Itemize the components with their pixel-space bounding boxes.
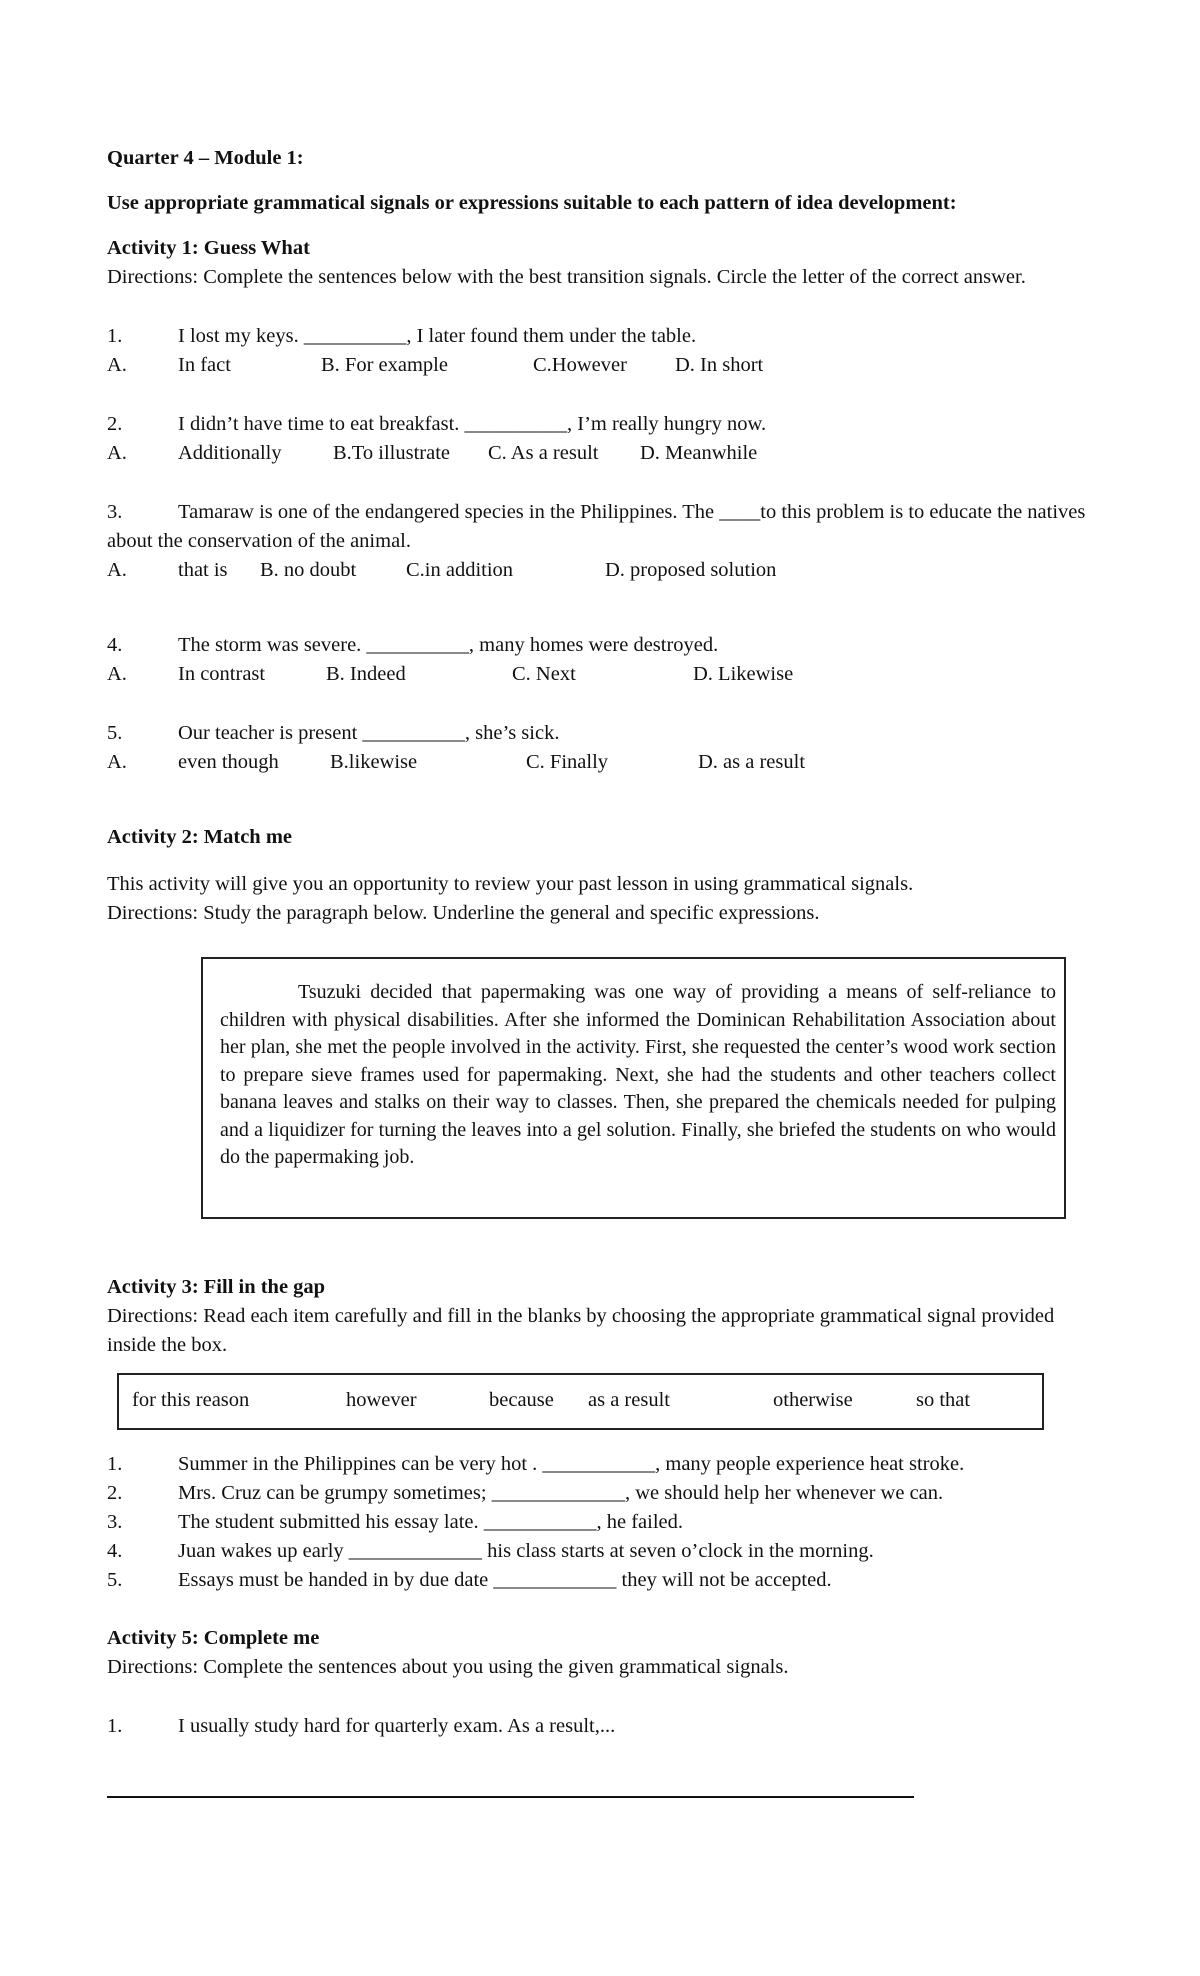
word-bank-item: otherwise bbox=[773, 1389, 853, 1411]
a1-item5-choice-c: C. Finally bbox=[526, 751, 609, 773]
a3-item4-text: Juan wakes up early _____________ his class starts at seven o’clock in the morning. bbox=[178, 1540, 874, 1562]
a1-item1-number: 1. bbox=[107, 325, 123, 347]
a3-item3-number: 3. bbox=[107, 1511, 123, 1533]
a1-item1-choice-b: B. For example bbox=[321, 354, 448, 376]
a1-item4-number: 4. bbox=[107, 634, 123, 656]
module-objective: Use appropriate grammatical signals or expressions suitable to each pattern of idea development: bbox=[107, 192, 957, 214]
activity5-title: Activity 5: Complete me bbox=[107, 1627, 320, 1649]
a1-item5-choice-a: even though bbox=[178, 751, 279, 773]
a1-item3-stem: Tamaraw is one of the endangered species in the Philippines. The ____to this problem is to educate the natives about the conservation of the animal. bbox=[107, 501, 1086, 552]
a1-item4-choice-b: B. Indeed bbox=[326, 663, 406, 685]
activity5-directions: Directions: Complete the sentences about you using the given grammatical signals. bbox=[107, 1656, 789, 1678]
page-title: Quarter 4 – Module 1: bbox=[107, 147, 304, 169]
a1-item5-stem: Our teacher is present __________, she’s sick. bbox=[178, 722, 560, 744]
a1-item1-choice-d: D. In short bbox=[675, 354, 764, 376]
a1-item2-choice-c: C. As a result bbox=[488, 442, 599, 464]
a3-item1-number: 1. bbox=[107, 1453, 123, 1475]
a3-item2-number: 2. bbox=[107, 1482, 123, 1504]
activity1-title: Activity 1: Guess What bbox=[107, 237, 310, 259]
a5-item1-number: 1. bbox=[107, 1715, 123, 1737]
a1-item3-letter-a: A. bbox=[107, 559, 127, 581]
a1-item4-choice-a: In contrast bbox=[178, 663, 266, 685]
a1-item1-choice-a: In fact bbox=[178, 354, 231, 376]
a1-item5-number: 5. bbox=[107, 722, 123, 744]
a1-item2-choice-a: Additionally bbox=[178, 442, 282, 464]
a1-item1-choice-c: C.However bbox=[533, 354, 627, 376]
word-bank-item: for this reason bbox=[132, 1389, 250, 1411]
word-bank-item: however bbox=[346, 1389, 417, 1411]
a3-item3-text: The student submitted his essay late. ___________, he failed. bbox=[178, 1511, 684, 1533]
word-bank-item: so that bbox=[916, 1389, 971, 1411]
activity2-title: Activity 2: Match me bbox=[107, 826, 293, 848]
a3-item5-number: 5. bbox=[107, 1569, 123, 1591]
a1-item4-letter-a: A. bbox=[107, 663, 127, 685]
answer-line[interactable] bbox=[107, 1796, 914, 1798]
a1-item2-choice-d: D. Meanwhile bbox=[640, 442, 758, 464]
activity2-intro: This activity will give you an opportunity to review your past lesson in using grammatical signals. bbox=[107, 873, 914, 895]
a3-item2-text: Mrs. Cruz can be grumpy sometimes; _____________, we should help her whenever we can. bbox=[178, 1482, 944, 1504]
a1-item4-stem: The storm was severe. __________, many homes were destroyed. bbox=[178, 634, 719, 656]
activity3-directions: Directions: Read each item carefully and fill in the blanks by choosing the appropriate grammatical signal provided inside the box. bbox=[107, 1305, 1055, 1356]
a1-item3-number: 3. bbox=[107, 501, 123, 523]
a1-item2-choice-b: B.To illustrate bbox=[333, 442, 450, 464]
a1-item1-stem: I lost my keys. __________, I later found them under the table. bbox=[178, 325, 697, 347]
word-bank-item: as a result bbox=[588, 1389, 670, 1411]
a3-item5-text: Essays must be handed in by due date ____________ they will not be accepted. bbox=[178, 1569, 832, 1591]
a3-item1-text: Summer in the Philippines can be very hot . ___________, many people experience heat stroke. bbox=[178, 1453, 965, 1475]
passage-text: Tsuzuki decided that papermaking was one way of providing a means of self-reliance to children with physical disabilities. After she informed the Dominican Rehabilitation Association about her plan, she met the people involved in the activity. First, she requested the center’s wood work section to prepare sieve frames used for papermaking. Next, she had the students and other teachers collect banana leaves and stalks on their way to classes. Then, she prepared the chemicals needed for pulping and a liquidizer for turning the leaves into a gel solution. Finally, she briefed the students on who would do the papermaking job. bbox=[220, 981, 1056, 1168]
word-bank-box bbox=[117, 1373, 1044, 1430]
a1-item5-choice-d: D. as a result bbox=[698, 751, 806, 773]
a1-item1-letter-a: A. bbox=[107, 354, 127, 376]
passage-box bbox=[201, 957, 1066, 1219]
a1-item4-choice-c: C. Next bbox=[512, 663, 576, 685]
a1-item4-choice-d: D. Likewise bbox=[693, 663, 794, 685]
activity3-title: Activity 3: Fill in the gap bbox=[107, 1276, 326, 1298]
a1-item3-choice-b: B. no doubt bbox=[260, 559, 357, 581]
a1-item2-number: 2. bbox=[107, 413, 123, 435]
activity1-directions: Directions: Complete the sentences below with the best transition signals. Circle the letter of the correct answer. bbox=[107, 266, 1026, 288]
a3-item4-number: 4. bbox=[107, 1540, 123, 1562]
a5-item1-text: I usually study hard for quarterly exam. As a result,... bbox=[178, 1715, 616, 1737]
a1-item5-letter-a: A. bbox=[107, 751, 127, 773]
a1-item3-choice-c: C.in addition bbox=[406, 559, 514, 581]
activity2-directions: Directions: Study the paragraph below. Underline the general and specific expressions. bbox=[107, 902, 820, 924]
a1-item2-letter-a: A. bbox=[107, 442, 127, 464]
a1-item2-stem: I didn’t have time to eat breakfast. __________, I’m really hungry now. bbox=[178, 413, 767, 435]
a1-item5-choice-b: B.likewise bbox=[330, 751, 418, 773]
a1-item3-choice-d: D. proposed solution bbox=[605, 559, 777, 581]
word-bank-item: because bbox=[489, 1389, 554, 1411]
a1-item3-choice-a: that is bbox=[178, 559, 228, 581]
